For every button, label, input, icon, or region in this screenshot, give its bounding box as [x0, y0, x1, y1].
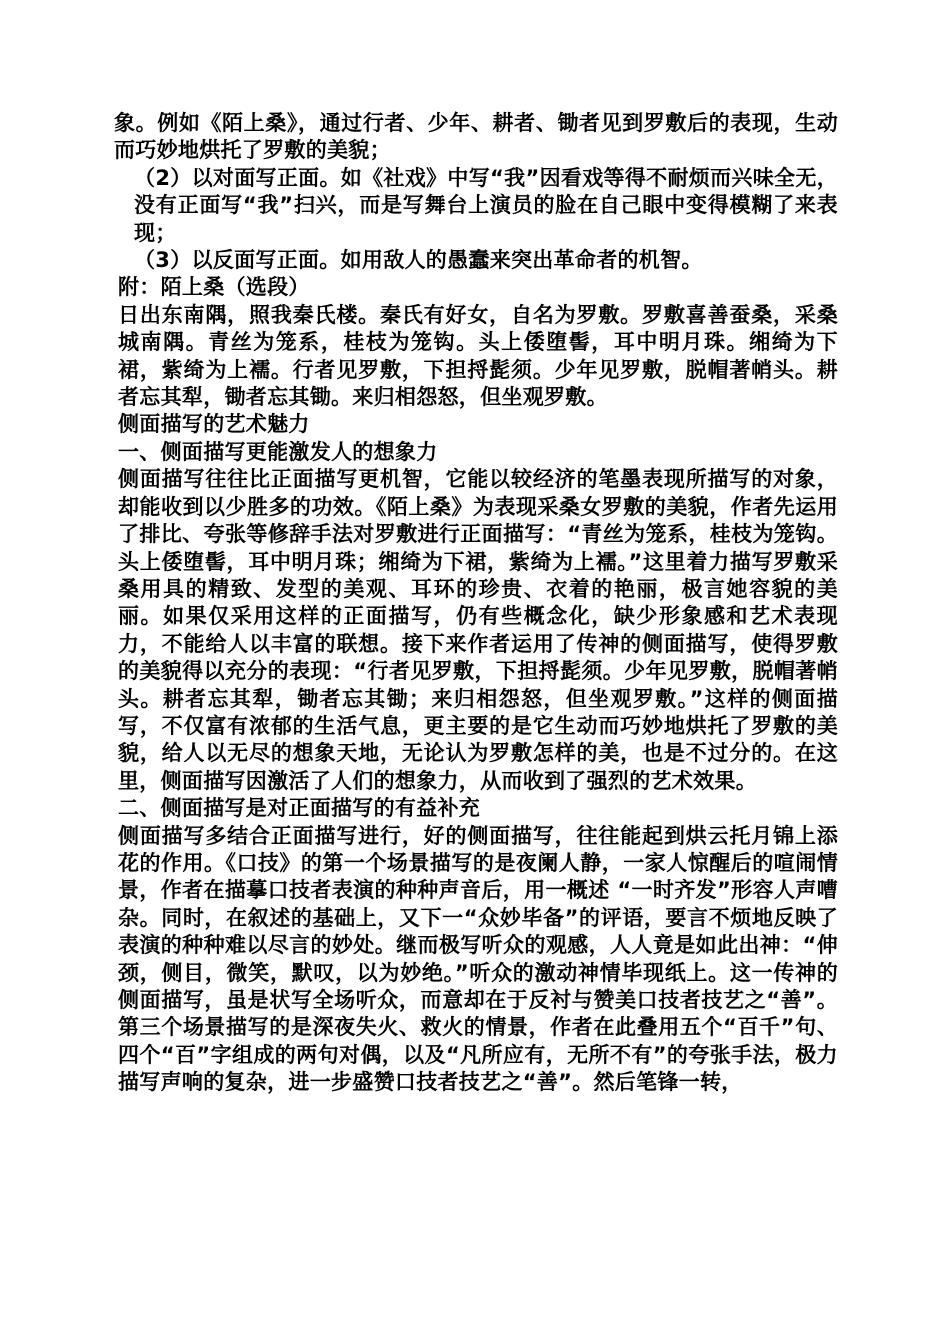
subheading-two: 二、侧面描写是对正面描写的有益补充: [118, 796, 481, 821]
appendix-heading: 附：陌上桑（选段）: [118, 275, 310, 300]
paragraph-method-2: （2）以对面写正面。如《社戏》中写“我”因看戏等得不耐烦而兴味全无，没有正面写“我”扫兴，而是写舞台上演员的脸在自己眼中变得模糊了来表现；: [134, 165, 838, 245]
poem-excerpt: 日出东南隅，照我秦氏楼。秦氏有好女，自名为罗敷。罗敷喜善蚕桑，采桑城南隅。青丝为笼系，桂枝为笼钩。头上倭堕髻，耳中明月珠。缃绮为下裙，紫绮为上襦。行者见罗敷，下担捋髭须。少年见罗敷，脱帽著帩头。耕者忘其犁，锄者忘其锄。来归相怨怒，但坐观罗敷。: [118, 302, 838, 410]
paragraph-imagination: 侧面描写往往比正面描写更机智，它能以较经济的笔墨表现所描写的对象，却能收到以少胜多的功效。《陌上桑》为表现采桑女罗敷的美貌，作者先运用了排比、夸张等修辞手法对罗敷进行正面描写：“青丝为笼系，桂枝为笼钩。头上倭堕髻，耳中明月珠；缃绮为下裙，紫绮为上襦。”这里着力描写罗敷采桑用具的精致、发型的美观、耳环的珍贵、衣着的艳丽，极言她容貌的美丽。如果仅采用这样的正面描写，仍有些概念化，缺少形象感和艺术表现力，不能给人以丰富的联想。接下来作者运用了传神的侧面描写，使得罗敷的美貌得以充分的表现：“行者见罗敷，下担捋髭须。少年见罗敷，脱帽著帩头。耕者忘其犁，锄者忘其锄；来归相怨怒，但坐观罗敷。”这样的侧面描写，不仅富有浓郁的生活气息，更主要的是它生动而巧妙地烘托了罗敷的美貌，给人以无尽的想象天地，无论认为罗敷怎样的美，也是不过分的。在这里，侧面描写因激活了人们的想象力，从而收到了强烈的艺术效果。: [118, 467, 838, 793]
section-title: 侧面描写的艺术魅力: [118, 412, 310, 437]
paragraph-supplement: 侧面描写多结合正面描写进行，好的侧面描写，往往能起到烘云托月锦上添花的作用。《口技》的第一个场景描写的是夜阑人静，一家人惊醒后的喧闹情景，作者在描摹口技者表演的种种声音后，用一概述 “一时齐发”形容人声嘈杂。同时，在叙述的基础上，又下一“众妙毕备”的评语，要言不烦地反映了表演的种种难以尽言的妙处。继而极写听众的观感，人人竟是如此出神：“伸颈，侧目，微笑，默叹，以为妙绝。”听众的激动神情毕现纸上。这一传神的侧面描写，虽是状写全场听众，而意却在于反衬与赞美口技者技艺之“善”。第三个场景描写的是深夜失火、救火的情景，作者在此叠用五个“百千”句、四个“百”字组成的两句对偶，以及“凡所应有，无所不有”的夸张手法，极力描写声响的复杂，进一步盛赞口技者技艺之“善”。然后笔锋一转，: [118, 823, 838, 1095]
paragraph-continuation: 象。例如《陌上桑》，通过行者、少年、耕者、锄者见到罗敷后的表现，生动而巧妙地烘托了罗敷的美貌；: [114, 111, 838, 163]
subheading-one: 一、侧面描写更能激发人的想象力: [118, 439, 438, 464]
paragraph-method-3: （3）以反面写正面。如用敌人的愚蠢来突出革命者的机智。: [134, 248, 703, 273]
